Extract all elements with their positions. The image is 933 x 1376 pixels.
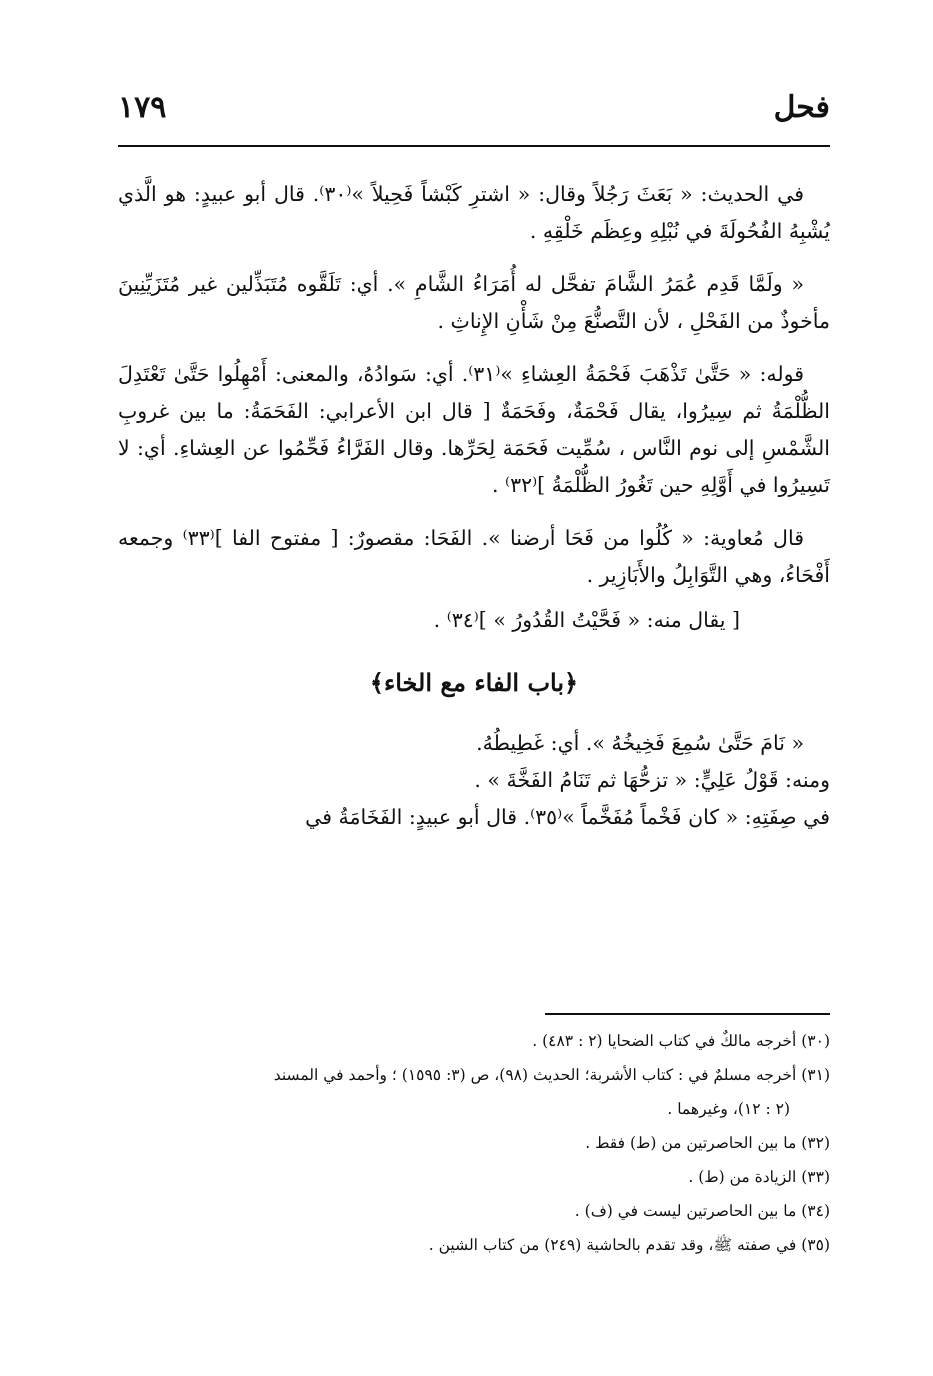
- paragraph-ali-fakhkha: ومنه: قَوْلُ عَلِيٍّ: « تزحُّهَا ثم تَنَامُ الفَخَّةَ » .: [474, 768, 830, 792]
- paragraph-yuqal-minhu: [ يقال منه: « فَحَّيْتُ القُدُورُ » ]⁽٣٤⁾ .: [433, 608, 740, 632]
- paragraph-umar-sham: « ولَمَّا قَدِم عُمَرُ الشَّامَ تفحَّل له أُمَرَاءُ الشَّامِ ». أي: تَلَقَّوه مُتَبَذِّلين غير مُتَزَيِّنِينَ مأخوذٌ من الفَحْلِ ، لأن التَّصنُّعَ مِنْ شَأْنِ الإِناثِ .: [118, 272, 830, 333]
- main-text: [118, 176, 830, 836]
- footnote-33: (٣٣) الزيادة من (ط) .: [688, 1168, 830, 1186]
- running-head: فحل: [773, 90, 830, 125]
- footnote-34: (٣٤) ما بين الحاصرتين ليست في (ف) .: [574, 1202, 830, 1220]
- header-rule: [118, 145, 830, 147]
- section-heading: ﴿باب الفاء مع الخاء﴾: [369, 668, 579, 697]
- footnote-32: (٣٢) ما بين الحاصرتين من (ط) فقط .: [585, 1134, 830, 1152]
- footnote-31-continuation: (٢ : ١٢)، وغيرهما .: [667, 1100, 790, 1118]
- footnote-30: (٣٠) أخرجه مالكٌ في كتاب الضحايا (٢ : ٤٨٣) .: [532, 1032, 830, 1050]
- page-header: [118, 88, 830, 128]
- footnote-rule: [545, 1013, 830, 1015]
- footnote-35: (٣٥) في صفته ﷺ، وقد تقدم بالحاشية (٢٤٩) من كتاب الشين .: [428, 1236, 830, 1254]
- paragraph-fakhikh: « نَامَ حَتَّىٰ سُمِعَ فَخِيخُهُ ». أي: غَطِيطُهُ.: [476, 731, 804, 755]
- footnotes: [118, 1024, 830, 1262]
- paragraph-hadith-fahil: في الحديث: « بَعَثَ رَجُلاً وقال: « اشترِ كَبْشاً فَحِيلاً »⁽٣٠⁾. قال أبو عبيدٍ: هو الَّذي يُشْبِهُ الفُحُولَةَ في نُبْلِهِ وعِظَم خَلْقِهِ .: [118, 182, 830, 243]
- paragraph-fakhm: في صِفَتِهِ: « كان فَخْماً مُفَخَّماً »⁽٣٥⁾. قال أبو عبيدٍ: الفَخَامَةُ في: [305, 805, 830, 829]
- footnote-31: (٣١) أخرجه مسلمٌ في : كتاب الأشربة؛ الحديث (٩٨)، ص (٣: ١٥٩٥) ؛ وأحمد في المسند: [273, 1066, 830, 1084]
- page-number: ١٧٩: [118, 90, 167, 125]
- paragraph-muawiya-faha: قال مُعاوية: « كُلُوا من فَحَا أرضنا ». الفَحَا: مقصورٌ: [ مفتوح الفا ]⁽٣٣⁾ وجمعه أَفْحَاءُ، وهي التَّوَابِلُ والأَبَازِير .: [118, 526, 830, 587]
- paragraph-fahmat-isha: قوله: « حَتَّىٰ تَذْهَبَ فَحْمَةُ العِشاءِ »⁽٣١⁾. أي: سَوادُهُ، والمعنى: أَمْهِلُوا حَتَّىٰ تَعْتَدِلَ الظُّلْمَةُ ثم سِيرُوا، يقال فَحْمَةٌ، وفَحَمَةٌ [ قال ابن الأعرابي: الفَحَمَةُ: ما بين غروبِ الشَّمْسِ إلى نوم النَّاس ، سُمِّيت فَحَمَة لِحَرِّها. وقال الفَرَّاءُ فَحِّمُوا عن العِشاءِ. أي: لا تَسِيرُوا في أَوَّلِهِ حين تَغُورُ الظُّلْمَةُ ]⁽٣٢⁾ .: [118, 362, 830, 497]
